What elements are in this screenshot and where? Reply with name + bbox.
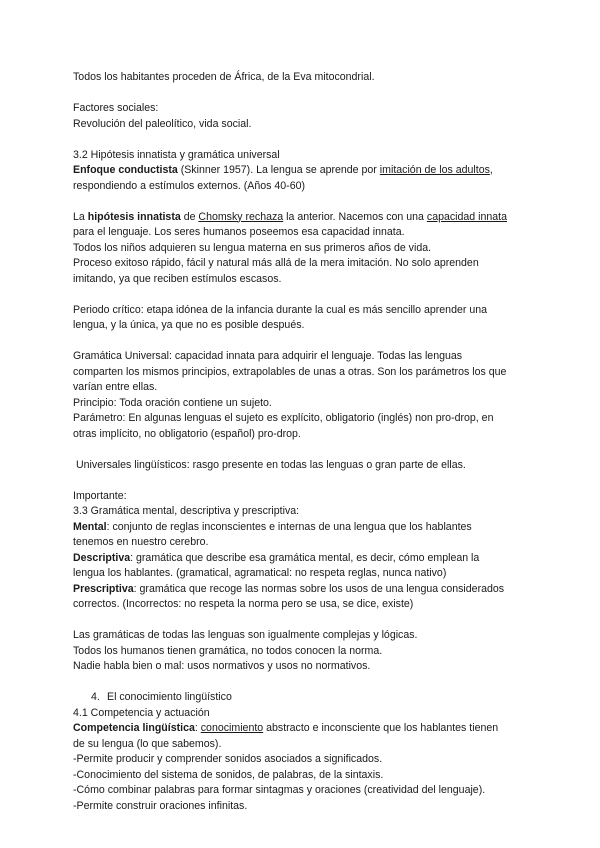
paragraph-africa: Todos los habitantes proceden de África, de la Eva mitocondrial. [73, 71, 375, 83]
list-item: -Cómo combinar palabras para formar sintagmas y oraciones (creatividad del lenguaje). [73, 784, 486, 796]
chomsky-underline: Chomsky rechaza [198, 210, 284, 223]
gu-line4: Principio: Toda oración contiene un sujeto. [73, 396, 272, 409]
prescriptiva-bold: Prescriptiva [73, 582, 134, 595]
conclusion-line2: Todos los humanos tienen gramática, no todos conocen la norma. [73, 644, 383, 657]
innatista-line5: imitando, ya que reciben estímulos escasos. [73, 272, 282, 285]
innatista-line1: La hipótesis innatista de Chomsky rechaza la anterior. Nacemos con una capacidad innata [73, 210, 507, 223]
gu-line1: Gramática Universal: capacidad innata para adquirir el lenguaje. Todas las lenguas [73, 350, 463, 362]
universales-line: Universales lingüísticos: rasgo presente en todas las lenguas o gran parte de ellas. [76, 458, 466, 471]
periodo-line2: lengua, y la única, ya que no es posible después. [73, 319, 305, 331]
innatista-line3: Todos los niños adquieren su lengua materna en sus primeros años de vida. [73, 241, 432, 254]
innatista-bold: hipótesis innatista [87, 210, 181, 223]
innatista-line4: Proceso exitoso rápido, fácil y natural más allá de la mera imitación. No solo aprenden [73, 257, 479, 269]
descriptiva-line1: Descriptiva: gramática que describe esa gramática mental, es decir, cómo emplean la [73, 551, 480, 564]
section-3-3-title: 3.3 Gramática mental, descriptiva y prescriptiva: [73, 505, 300, 517]
factores-line: Revolución del paleolítico, vida social. [73, 117, 252, 130]
document-content [73, 70, 543, 814]
mental-bold: Mental [73, 520, 107, 533]
prescriptiva-line1: Prescriptiva: gramática que recoge las normas sobre los usos de una lengua considerados [73, 582, 505, 595]
periodo-line1: Periodo crítico: etapa idónea de la infancia durante la cual es más sencillo aprender una [73, 303, 488, 316]
prescriptiva-line2: correctos. (Incorrectos: no respeta la norma pero se usa, se dice, existe) [73, 598, 414, 610]
section-3-2-title: 3.2 Hipótesis innatista y gramática universal [73, 148, 280, 161]
descriptiva-bold: Descriptiva [73, 551, 131, 564]
gu-line5: Parámetro: En algunas lenguas el sujeto es explícito, obligatorio (inglés) non pro-drop, en [73, 412, 494, 424]
mental-line2: tenemos en nuestro cerebro. [73, 536, 209, 548]
conductista-underline: imitación de los adultos [379, 164, 490, 176]
gu-line3: varían entre ellas. [73, 381, 158, 393]
conductista-line1: Enfoque conductista (Skinner 1957). La lengua se aprende por imitación de los adultos, [73, 164, 493, 176]
conclusion-line1: Las gramáticas de todas las lenguas son igualmente complejas y lógicas. [73, 629, 418, 641]
list-item: -Permite construir oraciones infinitas. [73, 799, 248, 812]
competencia-line2: de su lengua (lo que sabemos). [73, 737, 222, 750]
descriptiva-line2: lengua los hablantes. (gramatical, agramatical: no respeta reglas, nunca nativo) [73, 567, 447, 579]
factores-title: Factores sociales: [73, 102, 159, 114]
innatista-line2: para el lenguaje. Los seres humanos poseemos esa capacidad innata. [73, 226, 405, 238]
section-4-number: 4. [91, 691, 100, 703]
conductista-bold: Enfoque conductista [73, 164, 178, 176]
competencia-line1: Competencia lingüística: conocimiento abstracto e inconsciente que los hablantes tienen [73, 722, 499, 734]
section-4-heading [73, 690, 543, 706]
gu-line6: otras implícito, no obligatorio (español) pro-drop. [73, 427, 301, 440]
list-item: -Conocimiento del sistema de sonidos, de palabras, de la sintaxis. [73, 768, 384, 781]
conocimiento-underline: conocimiento [200, 722, 264, 734]
section-4-1-title: 4.1 Competencia y actuación [73, 706, 210, 719]
importante-label: Importante: [73, 489, 127, 502]
competencia-bold: Competencia lingüística [73, 722, 195, 734]
capacidad-underline: capacidad innata [426, 210, 507, 223]
section-4-title: El conocimiento lingüístico [107, 691, 232, 703]
mental-line1: Mental: conjunto de reglas inconscientes e internas de una lengua que los hablantes [73, 520, 472, 533]
conclusion-line3: Nadie habla bien o mal: usos normativos y usos no normativos. [73, 660, 371, 672]
conductista-line2: respondiendo a estímulos externos. (Años 40-60) [73, 179, 306, 192]
list-item: -Permite producir y comprender sonidos asociados a significados. [73, 753, 383, 765]
gu-line2: comparten los mismos principios, extrapolables de unas a otras. Son los parámetros los que [73, 365, 507, 378]
